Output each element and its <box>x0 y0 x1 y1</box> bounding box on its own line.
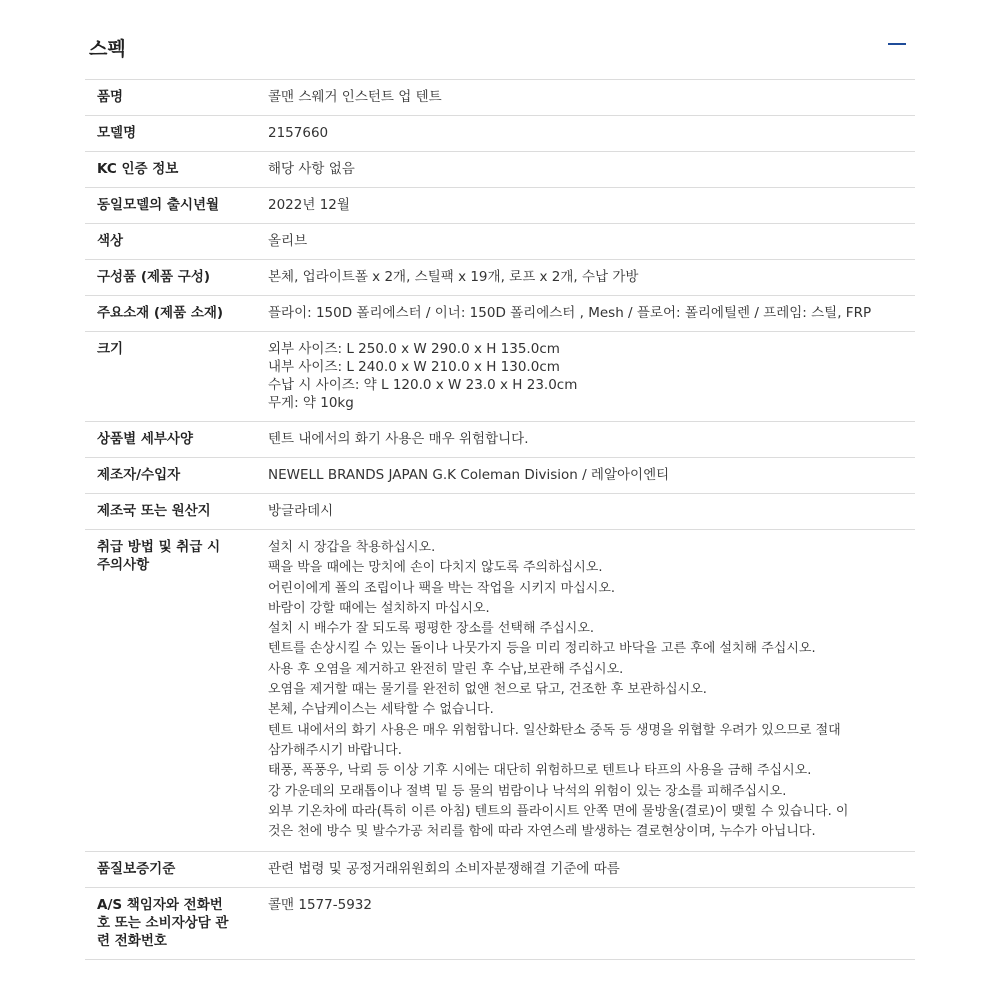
spec-row <box>85 530 915 852</box>
spec-row <box>85 852 915 888</box>
spec-row <box>85 422 915 458</box>
spec-label-line: 주의사항 <box>97 557 150 573</box>
spec-label <box>85 188 256 224</box>
spec-label-line: 품질보증기준 <box>97 861 176 878</box>
spec-value-line: 수납 시 사이즈: 약 L 120.0 x W 23.0 x H 23.0cm <box>268 377 578 393</box>
spec-row <box>85 188 915 224</box>
spec-row <box>85 80 915 116</box>
spec-label-line: 제조자/수입자 <box>97 467 181 483</box>
spec-value-line: 2022년 12월 <box>268 197 350 213</box>
spec-value-line: 관련 법령 및 공정거래위원회의 소비자분쟁해결 기준에 따름 <box>268 861 620 878</box>
spec-label-line: 주요소재 (제품 소재) <box>97 305 224 321</box>
spec-value-line: 어린이에게 폴의 조립이나 팩을 박는 작업을 시키지 마십시오. <box>268 580 616 596</box>
spec-value <box>256 116 915 152</box>
spec-label <box>85 116 256 152</box>
spec-value <box>256 458 915 494</box>
spec-row <box>85 458 915 494</box>
spec-value <box>256 852 915 888</box>
spec-table <box>85 79 915 960</box>
spec-label-line: 동일모델의 출시년월 <box>97 197 220 213</box>
spec-label-line: 련 전화번호 <box>97 933 167 950</box>
spec-value-line: 텐트 내에서의 화기 사용은 매우 위험합니다. <box>268 431 529 447</box>
section-title: 스펙 <box>89 38 126 60</box>
spec-value-line: 태풍, 폭풍우, 낙뢰 등 이상 기후 시에는 대단히 위험하므로 텐트나 타프의 사용을 금해 주십시오. <box>268 763 812 779</box>
collapse-button[interactable] <box>885 32 909 56</box>
spec-label-line: 호 또는 소비자상담 관 <box>97 915 229 932</box>
spec-label <box>85 422 256 458</box>
spec-value-line: 무게: 약 10kg <box>268 395 354 411</box>
spec-value <box>256 422 915 458</box>
spec-label-line: 제조국 또는 원산지 <box>97 503 211 519</box>
minus-icon <box>888 43 906 45</box>
spec-value <box>256 888 915 960</box>
spec-value-line: 올리브 <box>268 233 308 249</box>
spec-row <box>85 888 915 960</box>
spec-label <box>85 80 256 116</box>
spec-value-line: 설치 시 배수가 잘 되도록 평평한 장소를 선택해 주십시오. <box>268 621 595 637</box>
spec-label <box>85 260 256 296</box>
spec-label-line: 크기 <box>97 341 124 357</box>
spec-value-line: 외부 기온차에 따라(특히 이른 아침) 텐트의 플라이시트 안쪽 면에 물방울(결로)이 맺힐 수 있습니다. 이 <box>268 803 849 819</box>
spec-value-line: 콜맨 스웨거 인스턴트 업 텐트 <box>268 89 442 105</box>
spec-value-line: 2157660 <box>268 125 329 141</box>
spec-value-line: 오염을 제거할 때는 물기를 완전히 없앤 천으로 닦고, 건조한 후 보관하십시오. <box>268 682 707 698</box>
spec-value-line: 팩을 박을 때에는 망치에 손이 다치지 않도록 주의하십시오. <box>268 560 603 576</box>
spec-value-line: 삼가해주시기 바랍니다. <box>268 742 402 758</box>
spec-label-line: 상품별 세부사양 <box>97 431 193 447</box>
spec-label-line: 모델명 <box>97 125 137 141</box>
spec-value-line: 텐트 내에서의 화기 사용은 매우 위험합니다. 일산화탄소 중독 등 생명을 위협할 우려가 있으므로 절대 <box>268 722 841 738</box>
spec-value <box>256 80 915 116</box>
spec-label <box>85 852 256 888</box>
spec-label <box>85 296 256 332</box>
spec-value-line: NEWELL BRANDS JAPAN G.K Coleman Division / 레알아이엔티 <box>268 467 670 483</box>
spec-value-line: 사용 후 오염을 제거하고 완전히 말린 후 수납,보관해 주십시오. <box>268 661 624 677</box>
spec-label <box>85 224 256 260</box>
spec-value-line: 본체, 수납케이스는 세탁할 수 없습니다. <box>268 702 494 718</box>
spec-value-line: 설치 시 장갑을 착용하십시오. <box>268 540 436 555</box>
spec-row <box>85 494 915 530</box>
spec-value-line: 방글라데시 <box>268 503 334 519</box>
spec-label-line: 구성품 (제품 구성) <box>97 269 211 285</box>
spec-row <box>85 152 915 188</box>
spec-label <box>85 888 256 960</box>
spec-label <box>85 494 256 530</box>
spec-label-line: 품명 <box>97 89 124 105</box>
spec-value-line: 바람이 강할 때에는 설치하지 마십시오. <box>268 600 490 616</box>
spec-label-line: A/S 책임자와 전화번 <box>97 897 223 914</box>
spec-value <box>256 296 915 332</box>
spec-label-line: KC 인증 정보 <box>97 161 179 177</box>
spec-row <box>85 296 915 332</box>
spec-row <box>85 116 915 152</box>
spec-row <box>85 332 915 422</box>
spec-value <box>256 332 915 422</box>
spec-label <box>85 530 256 852</box>
spec-value <box>256 188 915 224</box>
spec-row <box>85 224 915 260</box>
spec-label <box>85 458 256 494</box>
spec-label <box>85 152 256 188</box>
spec-value-line: 해당 사항 없음 <box>268 161 355 177</box>
spec-value-line: 것은 천에 방수 및 발수가공 처리를 함에 따라 자연스레 발생하는 결로현상이며, 누수가 아닙니다. <box>268 824 816 840</box>
spec-row <box>85 260 915 296</box>
spec-value-line: 외부 사이즈: L 250.0 x W 290.0 x H 135.0cm <box>268 341 560 357</box>
spec-value <box>256 494 915 530</box>
spec-value-line: 콜맨 1577-5932 <box>268 897 372 914</box>
spec-label-line: 색상 <box>97 233 124 249</box>
spec-label-line: 취급 방법 및 취급 시 <box>97 539 221 555</box>
spec-value <box>256 224 915 260</box>
spec-value <box>256 260 915 296</box>
spec-value-line: 내부 사이즈: L 240.0 x W 210.0 x H 130.0cm <box>268 359 560 375</box>
spec-value-line: 플라이: 150D 폴리에스터 / 이너: 150D 폴리에스터 , Mesh / 플로어: 폴리에틸렌 / 프레임: 스틸, FRP <box>268 305 872 321</box>
spec-value-line: 텐트를 손상시킬 수 있는 돌이나 나뭇가지 등을 미리 정리하고 바닥을 고른 후에 설치해 주십시오. <box>268 641 816 657</box>
spec-value <box>256 530 915 852</box>
spec-label <box>85 332 256 422</box>
spec-value-line: 본체, 업라이트폴 x 2개, 스틸팩 x 19개, 로프 x 2개, 수납 가방 <box>268 269 639 285</box>
spec-value-line: 강 가운데의 모래톱이나 절벽 밑 등 물의 범람이나 낙석의 위험이 있는 장소를 피해주십시오. <box>268 783 787 799</box>
spec-section-header <box>85 20 915 78</box>
spec-value <box>256 152 915 188</box>
